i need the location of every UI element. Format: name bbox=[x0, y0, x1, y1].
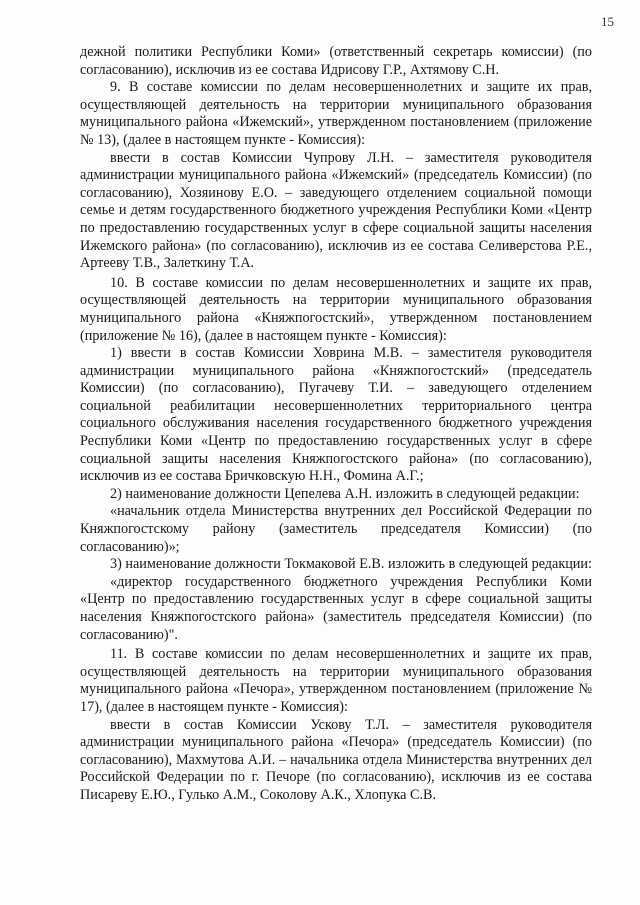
paragraph-item-10-sub-1: 1) ввести в состав Комиссии Ховрина М.В. – заместителя руководителя администрации муниципального района «Княжпогостский» (председатель Комиссии) (по согласованию), Пугачеву Т.И. – заведующего отделением социальной реабилитации несовершеннолетних территориального центра социального обслуживания населения государственного бюджетного учреждения Республики Коми «Центр по предоставлению государственных услуг в сфере социальной защиты населения Княжпогостского района» (по согласованию), исключив из ее состава Бричковскую Н.Н., Фомина А.Г.; bbox=[80, 345, 592, 485]
page-number: 15 bbox=[601, 14, 614, 29]
paragraph-item-10-sub-3-quote: «директор государственного бюджетного учреждения Республики Коми «Центр по предоставлению государственных услуг в сфере социальной защиты населения Княжпогостского района» (заместитель председателя Комиссии) (по согласованию)". bbox=[80, 573, 592, 643]
paragraph-item-9: 9. В составе комиссии по делам несовершеннолетних и защите их прав, осуществляющей деятельность на территории муниципального образования муниципального района «Ижемский», утвержденном постановлением (приложение № 13), (далее в настоящем пункте - Комиссия): bbox=[80, 79, 592, 148]
document-body bbox=[80, 44, 592, 805]
paragraph-item-10-sub-3: 3) наименование должности Токмаковой Е.В. изложить в следующей редакции: bbox=[110, 556, 592, 573]
paragraph-item-10-sub-2: 2) наименование должности Цепелева А.Н. изложить в следующей редакции: bbox=[110, 485, 580, 502]
paragraph-item-10-sub-2-quote: «начальник отдела Министерства внутренних дел Российской Федерации по Княжпогостскому району (заместитель председателя Комиссии) (по согласованию)»; bbox=[80, 503, 592, 555]
paragraph-item-10: 10. В составе комиссии по делам несовершеннолетних и защите их прав, осуществляющей деятельность на территории муниципального образования муниципального района «Княжпогостский», утвержденном постановлением (приложение № 16), (далее в настоящем пункте - Комиссия): bbox=[80, 274, 592, 344]
paragraph-continuation: дежной политики Республики Коми» (ответственный секретарь комиссии) (по согласованию), исключив из ее состава Идрисову Г.Р., Ахтямову С.Н. bbox=[80, 44, 592, 78]
paragraph-item-9-action: ввести в состав Комиссии Чупрову Л.Н. – заместителя руководителя администрации муниципального района «Ижемский» (председатель Комиссии) (по согласованию), Хозяинову Е.О. – заведующего отделением социальной помощи семье и детям государственного бюджетного учреждения Республики Коми «Центр по предоставлению государственных услуг в сфере социальной защиты населения Ижемского района» (по согласованию), исключив из ее состава Селиверстова Р.Е., Артееву Т.В., Залеткину Т.А. bbox=[80, 149, 592, 272]
paragraph-item-11: 11. В составе комиссии по делам несовершеннолетних и защите их прав, осуществляющей деятельность на территории муниципального образования муниципального района «Печора», утвержденном постановлением (приложение № 17), (далее в настоящем пункте - Комиссия): bbox=[80, 646, 592, 715]
paragraph-item-11-action: ввести в состав Комиссии Ускову Т.Л. – заместителя руководителя администрации муниципального района «Печора» (председатель Комиссии) (по согласованию), Махмутова А.И. – начальника отдела Министерства внутренних дел Российской Федерации по г. Печоре (по согласованию), исключив из ее состава Писареву Е.Ю., Гулько А.М., Соколову А.К., Хлопука С.В. bbox=[80, 716, 592, 803]
